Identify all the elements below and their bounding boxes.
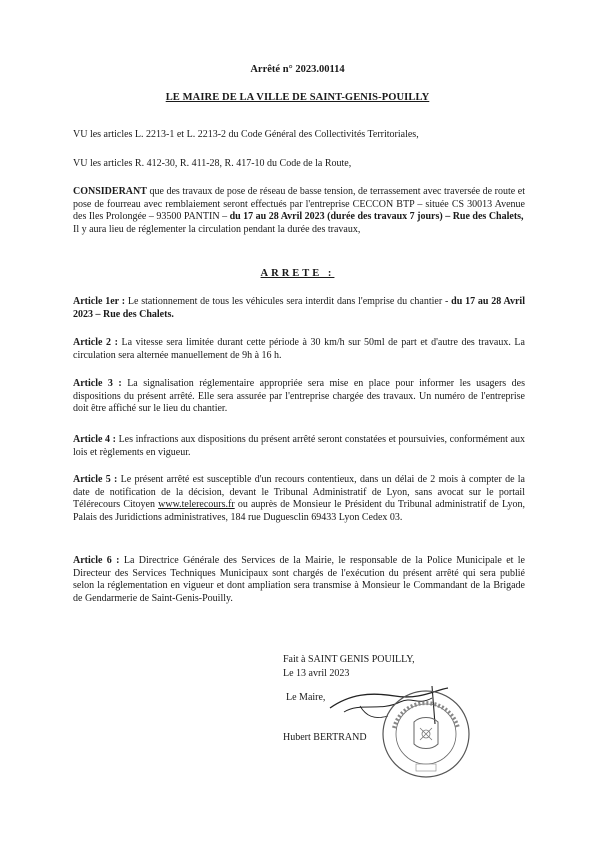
mayor-title: LE MAIRE DE LA VILLE DE SAINT-GENIS-POUILLY <box>165 92 430 103</box>
article-4-text: Les infractions aux dispositions du présent arrêté seront constatées et poursuivies, conformément aux lois et règlements en vigueur. <box>73 434 525 458</box>
signature-place: Fait à SAINT GENIS POUILLY, <box>283 654 415 665</box>
article-2 <box>73 337 525 362</box>
arrete-heading: ARRETE : <box>260 268 335 279</box>
article-3-text: La signalisation réglementaire appropriée sera mise en place pour informer les usagers des dispositions du présent arrêté. Elle sera assurée par l'entreprise chargée des travaux. Un numéro de l'entreprise doit être affiché sur le lieu du chantier. <box>73 378 525 414</box>
article-3-label: Article 3 : <box>73 378 128 389</box>
considerant-end: Il y aura lieu de réglementer la circulation pendant la durée des travaux, <box>73 223 361 235</box>
telerecours-link[interactable]: www.telerecours.fr <box>158 499 235 510</box>
article-5-text-end: ou auprès de Monsieur le Président du Tribunal administratif de Lyon, Palais des Juridictions administratives, 184 rue Duguesclin 69433 Lyon Cedex 03. <box>73 499 526 523</box>
considerant-dates: du 17 au 28 Avril 2023 (durée des travaux 7 jours) – Rue des Chalets, <box>229 211 524 222</box>
considerant-label: CONSIDERANT <box>73 186 147 197</box>
article-1-text: Le stationnement de tous les véhicules sera interdit dans l'emprise du chantier - <box>127 296 452 307</box>
vu-paragraph-2: VU les articles R. 412-30, R. 411-28, R. 417-10 du Code de la Route, <box>73 158 352 169</box>
signature-role: Le Maire, <box>286 692 326 703</box>
considerant-paragraph <box>73 186 525 236</box>
article-6-text: La Directrice Générale des Services de la Mairie, le responsable de la Police Municipale et le Directeur des Services Techniques Municipaux sont chargés de l'exécution du présent arrêté qui sera publié selon la réglementation en vigueur et dont ampliation sera transmise à Monsieur le Commandant de la Brigade de Gendarmerie de Saint-Genis-Pouilly. <box>73 555 525 604</box>
article-2-label: Article 2 : <box>73 337 122 348</box>
arrete-number: Arrêté n° 2023.00114 <box>250 64 345 75</box>
article-4 <box>73 434 525 459</box>
considerant-text: que des travaux de pose de réseau de basse tension, de terrassement avec traversée de route et pose de fourreau avec remblaiement seront effectués par l'entreprise CECCON BTP – située CS 30013 Avenue des Iles Prolongée – 93500 PANTIN – <box>73 186 525 222</box>
municipal-seal-stamp <box>380 688 472 780</box>
article-6 <box>73 555 525 605</box>
article-1-dates: du 17 au 28 Avril 2023 – Rue des Chalets. <box>73 296 525 320</box>
article-6-label: Article 6 : <box>73 555 124 566</box>
vu-paragraph-1: VU les articles L. 2213-1 et L. 2213-2 du Code Général des Collectivités Territoriales, <box>73 129 419 140</box>
article-5 <box>73 474 525 524</box>
signature-name: Hubert BERTRAND <box>283 732 367 743</box>
article-1-label: Article 1er : <box>73 296 128 307</box>
article-3 <box>73 378 525 416</box>
article-2-text: La vitesse sera limitée durant cette période à 30 km/h sur 50ml de part et d'autre des travaux. La circulation sera alternée manuellement de 9h à 16 h. <box>73 337 525 361</box>
article-4-label: Article 4 : <box>73 434 119 445</box>
article-1 <box>73 296 525 321</box>
article-5-label: Article 5 : <box>73 474 121 485</box>
article-5-text: Le présent arrêté est susceptible d'un recours contentieux, dans un délai de 2 mois à compter de la date de notification de la décision, devant le Tribunal Administratif de Lyon, sans avocat sur le portail Télérecours Citoyen <box>73 474 525 510</box>
signature-date: Le 13 avril 2023 <box>283 668 350 679</box>
